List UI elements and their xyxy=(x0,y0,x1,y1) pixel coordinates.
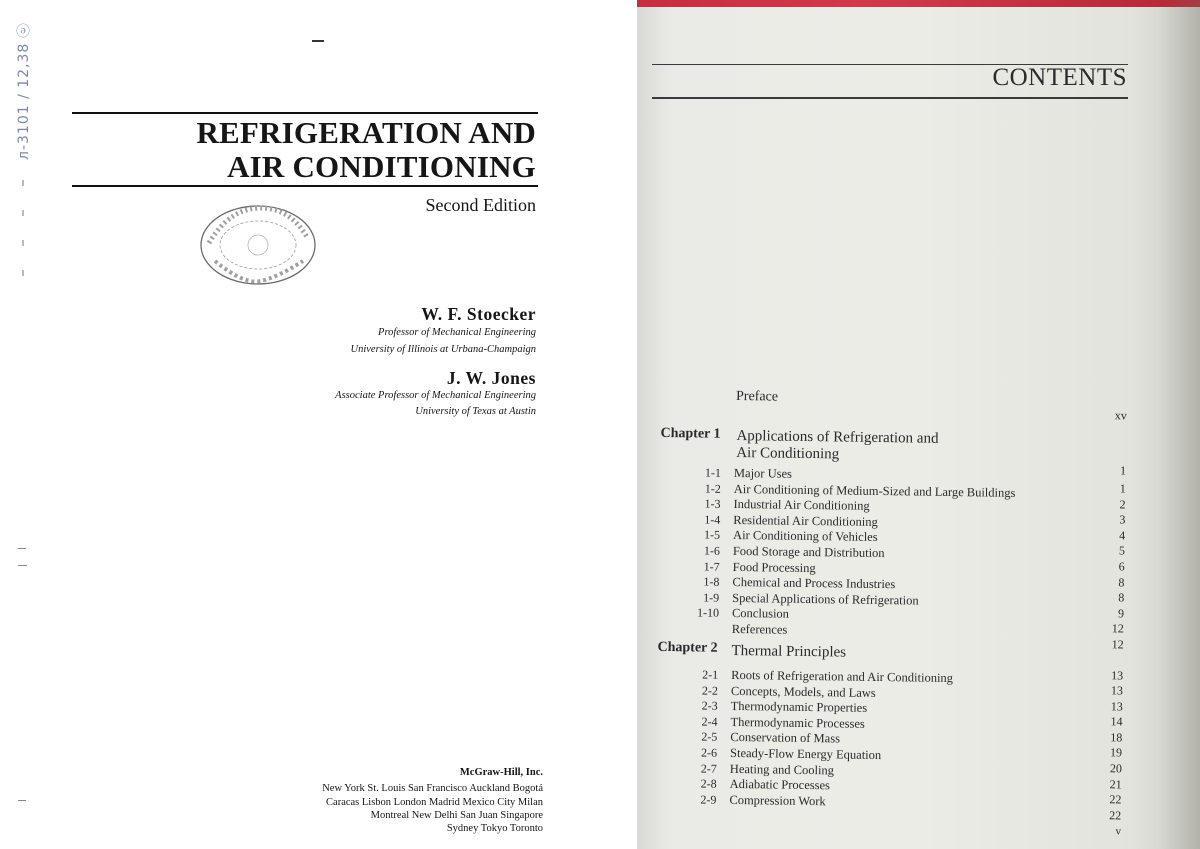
page-folio: v xyxy=(1115,825,1122,838)
toc-section-page: 22 xyxy=(1109,792,1122,807)
toc-section-title: Conclusion xyxy=(731,606,790,622)
toc-section-title: Residential Air Conditioning xyxy=(733,512,878,529)
toc-section-page: 8 xyxy=(1118,574,1125,590)
toc-section-title: Food Processing xyxy=(732,559,816,575)
toc-section-number: 1-7 xyxy=(703,559,720,574)
author-1-position: Professor of Mechanical Engineering xyxy=(378,327,536,338)
toc-section-number: 2-8 xyxy=(700,776,717,791)
toc-section-page: 13 xyxy=(1110,683,1124,698)
handwritten-library-note: л-3101 / 12,38 ⓔ xyxy=(16,22,32,160)
toc-chapter-label: Chapter 1 xyxy=(660,425,721,442)
toc-section-number: 2-2 xyxy=(701,683,719,698)
toc-section-number: 2-6 xyxy=(700,745,718,760)
toc-chapter-label: Chapter 2 xyxy=(657,639,718,656)
author-2-institution: University of Texas at Austin xyxy=(415,406,536,417)
publisher-cities-line: Montreal New Delhi San Juan Singapore xyxy=(370,810,543,821)
toc-section-title: Heating and Cooling xyxy=(729,761,835,777)
author-1-name: W. F. Stoecker xyxy=(421,304,536,324)
toc-section-page: 6 xyxy=(1118,559,1125,574)
toc-section-title: Roots of Refrigeration and Air Conditioning xyxy=(731,667,954,686)
toc-section-title: Air Conditioning of Medium-Sized and Large Buildings xyxy=(733,481,1016,500)
margin-mark xyxy=(22,240,24,246)
toc-section-number: 2-9 xyxy=(700,792,717,807)
toc-chapter-page: 1 xyxy=(1119,463,1127,478)
publisher-cities-line: New York St. Louis San Francisco Auckland Bogotá xyxy=(322,783,543,794)
toc-section-title: References xyxy=(731,621,788,637)
toc-section-number: 2-4 xyxy=(701,714,718,729)
title-rule-bottom xyxy=(72,185,538,187)
toc-section-title: Conservation of Mass xyxy=(730,730,841,746)
toc-section-number: 1-8 xyxy=(703,574,720,589)
toc-section-page: 19 xyxy=(1110,745,1123,760)
toc-section-number: 1-2 xyxy=(704,481,721,496)
toc-section-page: 20 xyxy=(1109,761,1122,776)
toc-section-title: Special Applications of Refrigeration xyxy=(732,590,919,608)
publisher-name: McGraw-Hill, Inc. xyxy=(459,767,543,778)
toc-section-title: Industrial Air Conditioning xyxy=(733,497,870,514)
edition-label: Second Edition xyxy=(425,195,536,215)
toc-section-page: 8 xyxy=(1118,590,1125,605)
toc-section-number: 1-5 xyxy=(704,527,721,543)
author-2-name: J. W. Jones xyxy=(446,368,536,388)
toc-section-page: 9 xyxy=(1117,606,1125,621)
contents-page xyxy=(637,0,1200,849)
toc-section-title: Food Storage and Distribution xyxy=(732,543,885,561)
toc-section-title: Thermodynamic Processes xyxy=(730,714,865,731)
library-stamp-icon xyxy=(199,203,317,287)
author-2-position: Associate Professor of Mechanical Engineering xyxy=(335,390,536,401)
toc-section-title: Major Uses xyxy=(733,465,793,481)
toc-section-number: 1-10 xyxy=(696,605,720,621)
toc-section-title: Adiabatic Processes xyxy=(729,777,831,793)
toc-section-page: 18 xyxy=(1110,730,1123,745)
toc-section-title: Steady-Flow Energy Equation xyxy=(729,745,882,763)
publisher-cities-line: Caracas Lisbon London Madrid Mexico City Milan xyxy=(326,797,543,808)
toc-section-page: 2 xyxy=(1119,496,1126,512)
publisher-cities-line: Sydney Tokyo Toronto xyxy=(446,823,543,834)
margin-mark xyxy=(18,565,27,566)
margin-mark xyxy=(22,270,24,276)
top-dash xyxy=(312,40,324,42)
toc-section-page: 12 xyxy=(1111,637,1124,652)
margin-mark xyxy=(22,210,24,216)
toc-section-number: 1-6 xyxy=(703,543,720,558)
toc-section-title: Thermodynamic Properties xyxy=(730,699,868,716)
contents-heading: CONTENTS xyxy=(992,64,1127,91)
margin-mark xyxy=(22,180,24,186)
toc-section-number: 2-3 xyxy=(701,698,718,713)
toc-section-title: Compression Work xyxy=(729,792,826,809)
table-of-contents xyxy=(637,0,1200,849)
book-title-line2: AIR CONDITIONING xyxy=(227,149,536,184)
toc-section-page: 5 xyxy=(1118,543,1126,558)
toc-section-page: 12 xyxy=(1111,621,1124,636)
toc-section-page: 21 xyxy=(1109,776,1122,792)
toc-chapter-title: Thermal Principles xyxy=(731,642,847,661)
margin-mark xyxy=(18,548,26,549)
toc-section-number: 2-1 xyxy=(702,667,719,682)
toc-section-number: 1-3 xyxy=(704,496,721,511)
toc-section-title: Air Conditioning of Vehicles xyxy=(733,528,878,545)
toc-section-number: 1-4 xyxy=(704,512,721,527)
author-1-institution: University of Illinois at Urbana-Champaign xyxy=(350,344,536,355)
toc-section-page: 14 xyxy=(1110,714,1123,729)
toc-section-number: 2-7 xyxy=(700,761,717,776)
toc-section-title: Concepts, Models, and Laws xyxy=(730,683,876,700)
toc-section-page: 1 xyxy=(1119,481,1126,496)
toc-section-title: Chemical and Process Industries xyxy=(732,575,896,592)
margin-mark xyxy=(18,800,26,801)
toc-preface-page: xv xyxy=(1114,408,1127,423)
toc-section-page: 22 xyxy=(1109,808,1122,823)
toc-section-page: 4 xyxy=(1119,528,1126,543)
toc-section-number: 1-9 xyxy=(703,590,720,605)
toc-section-number: 2-5 xyxy=(701,729,718,745)
book-title xyxy=(72,116,536,184)
title-rule-top xyxy=(72,112,538,114)
toc-section-page: 13 xyxy=(1110,698,1123,714)
toc-section-page: 3 xyxy=(1119,512,1126,527)
toc-chapter-page: 13 xyxy=(1111,668,1124,683)
book-title-line1: REFRIGERATION AND xyxy=(196,115,536,150)
toc-section-number: 1-1 xyxy=(704,465,722,480)
toc-chapter-title: Applications of Refrigeration and Air Conditioning xyxy=(736,427,939,463)
toc-preface-label: Preface xyxy=(735,388,779,405)
